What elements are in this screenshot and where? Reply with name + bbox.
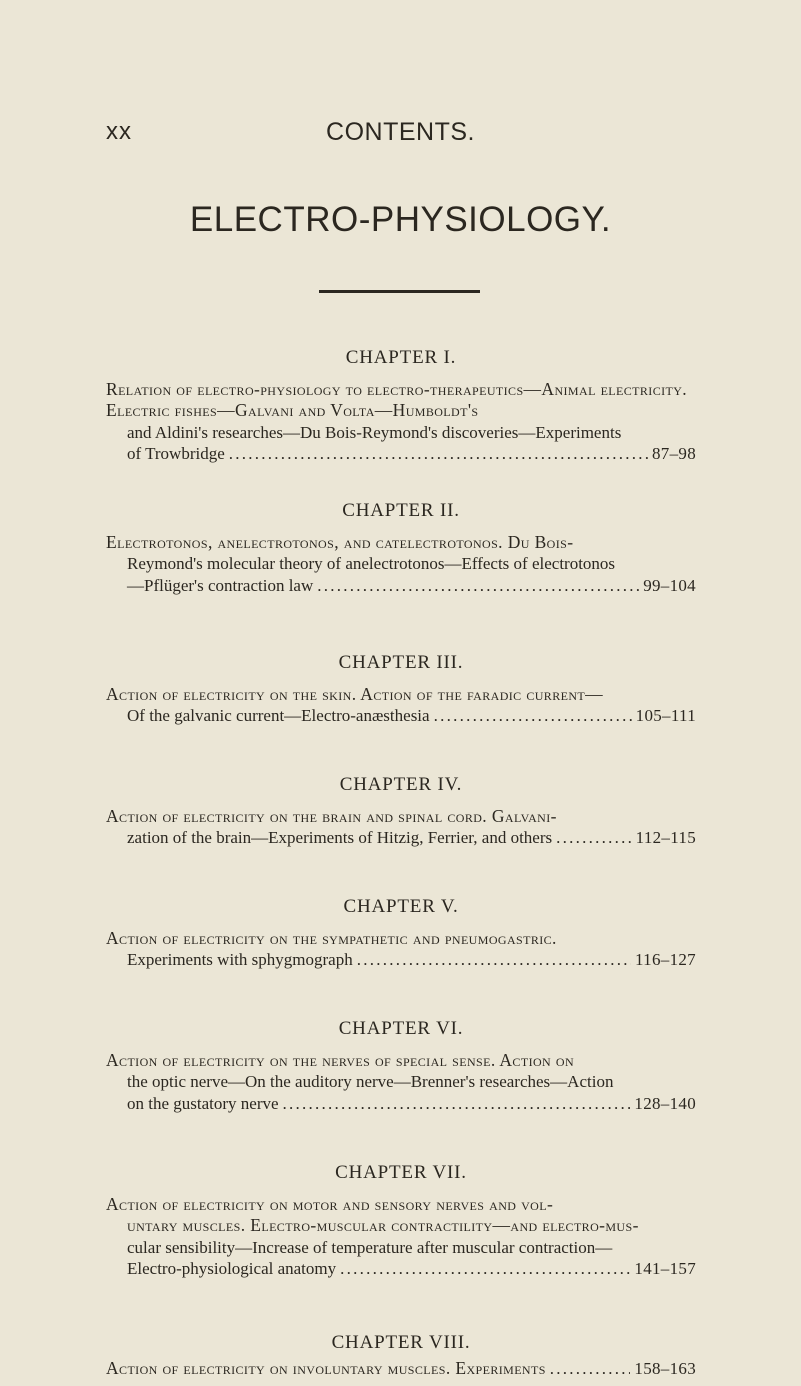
entry-last-line: Of the galvanic current—Electro-anæsthesia . . . 105–111 [106, 705, 696, 727]
chapter-entry [106, 1050, 696, 1115]
chapter-heading: CHAPTER III. [338, 652, 464, 673]
entry-line: the optic nerve—On the auditory nerve—Brenner's researches—Action [127, 1072, 614, 1091]
chapter-3 [106, 652, 696, 727]
chapter-8 [106, 1332, 696, 1379]
entry-last-line: on the gustatory nerve . . . 128–140 [106, 1093, 696, 1115]
chapter-heading: CHAPTER IV. [339, 774, 463, 795]
page-range: 116–127 [635, 950, 696, 969]
chapter-entry [106, 532, 696, 597]
chapter-entry [106, 928, 696, 971]
leader-dots [229, 443, 648, 465]
page-range: 128–140 [634, 1093, 696, 1113]
chapter-entry [106, 379, 696, 465]
entry-last-line: Action of electricity on involuntary muscles. Experiments . . . 158–163 [106, 1358, 696, 1380]
chapter-entry [106, 684, 696, 727]
page-header [0, 118, 801, 158]
chapter-entry [106, 1194, 696, 1280]
running-title: CONTENTS. [326, 118, 475, 146]
title-rule [319, 290, 480, 293]
entry-line: cular sensibility—Increase of temperature after muscular contraction— [127, 1237, 613, 1257]
leader-dots [550, 1358, 631, 1380]
entry-line: Action of electricity on the skin. Action of the faradic current— [106, 683, 604, 704]
leader-dots [556, 827, 632, 849]
chapter-5 [106, 896, 696, 971]
page-number: xx [106, 118, 132, 145]
entry-last-line: zation of the brain—Experiments of Hitzig, Ferrier, and others . . . 112–115 [106, 827, 696, 849]
leader-dots [317, 575, 639, 597]
entry-last-line: Electro-physiological anatomy . . . 141–157 [106, 1258, 696, 1280]
page-range: 141–157 [634, 1259, 696, 1278]
entry-line: and Aldini's researches—Du Bois-Reymond's discoveries—Experiments [127, 422, 622, 442]
chapter-heading: CHAPTER I. [345, 347, 457, 368]
page-range: 87–98 [652, 444, 696, 463]
entry-line: Action of electricity on motor and sensory nerves and vol- [106, 1193, 554, 1214]
chapter-4 [106, 774, 696, 849]
entry-line: Relation of electro-physiology to electro-therapeutics—Animal electricity. Electric fishes—Galvani and Volta—Humboldt's [106, 378, 688, 420]
chapter-7 [106, 1162, 696, 1280]
page-range: 158–163 [634, 1358, 696, 1378]
entry-last-line: Experiments with sphygmograph . . . 116–127 [106, 949, 696, 971]
entry-last-line: of Trowbridge . . . 87–98 [106, 443, 696, 465]
entry-last-line: —Pflüger's contraction law . . . 99–104 [106, 575, 696, 597]
chapter-2 [106, 500, 696, 596]
leader-dots [283, 1093, 631, 1115]
chapter-heading: CHAPTER VI. [338, 1018, 464, 1039]
entry-line: Action of electricity on the nerves of special sense. Action on [106, 1049, 575, 1070]
chapter-entry [106, 1358, 696, 1380]
section-title: ELECTRO-PHYSIOLOGY. [189, 200, 612, 239]
chapter-heading: CHAPTER VII. [335, 1162, 467, 1183]
entry-line: Electrotonos, anelectrotonos, and catelectrotonos. Du Bois- [106, 531, 574, 552]
entry-line: Reymond's molecular theory of anelectrotonos—Effects of electrotonos [127, 554, 616, 573]
chapter-heading: CHAPTER II. [342, 500, 460, 521]
chapter-heading: CHAPTER VIII. [331, 1332, 471, 1353]
leader-dots [357, 949, 631, 971]
chapter-6 [106, 1018, 696, 1114]
entry-line: untary muscles. Electro-muscular contractility—and electro-mus- [127, 1215, 639, 1235]
page-range: 112–115 [635, 828, 696, 847]
page-range: 99–104 [643, 575, 696, 595]
chapter-heading: CHAPTER V. [343, 896, 459, 917]
chapter-entry [106, 806, 696, 849]
leader-dots [340, 1258, 630, 1280]
page-range: 105–111 [635, 706, 696, 725]
leader-dots [434, 705, 632, 727]
chapter-1 [106, 347, 696, 465]
entry-line: Action of electricity on the sympathetic and pneumogastric. [106, 927, 557, 948]
entry-line: Action of electricity on the brain and spinal cord. Galvani- [106, 805, 557, 826]
